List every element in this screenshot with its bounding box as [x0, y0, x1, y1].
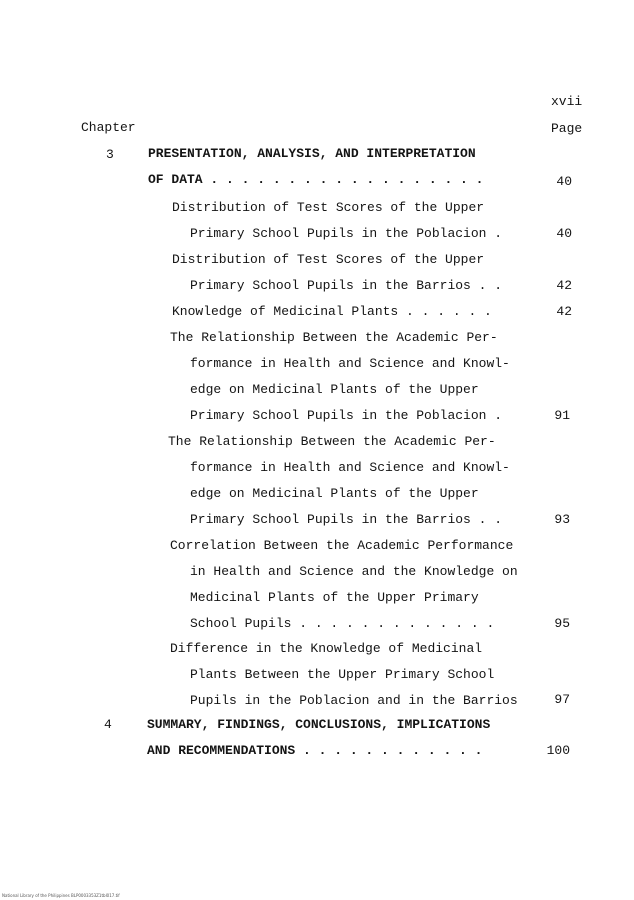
toc-entry-line: edge on Medicinal Plants of the Upper — [190, 486, 479, 501]
toc-entry-line: in Health and Science and the Knowledge on — [190, 564, 518, 579]
toc-entry-line: Primary School Pupils in the Poblacion . — [190, 226, 503, 241]
toc-entry-line: formance in Health and Science and Knowl- — [190, 460, 510, 475]
toc-entry-line: The Relationship Between the Academic Per- — [168, 434, 496, 449]
toc-entry-page: 97 — [554, 692, 570, 707]
chapter-page-number: 100 — [546, 743, 570, 758]
toc-entry-line: Difference in the Knowledge of Medicinal — [170, 641, 483, 656]
chapter-page-number: 40 — [556, 174, 572, 189]
toc-entry-line: Distribution of Test Scores of the Upper — [172, 200, 485, 215]
toc-entry-line: formance in Health and Science and Knowl- — [190, 356, 510, 371]
toc-entry-line: Primary School Pupils in the Barrios . . — [190, 278, 503, 293]
roman-page-number: xvii — [551, 94, 583, 109]
toc-entry-line: School Pupils . . . . . . . . . . . . . — [190, 616, 495, 631]
chapter-title-line: PRESENTATION, ANALYSIS, AND INTERPRETATION — [148, 146, 476, 161]
toc-entry-line: Primary School Pupils in the Poblacion . — [190, 408, 503, 423]
toc-entry-page: 42 — [556, 304, 572, 319]
chapter-number: 4 — [104, 717, 112, 732]
toc-entry-page: 95 — [554, 616, 570, 631]
chapter-number: 3 — [106, 147, 114, 162]
chapter-title-line: AND RECOMMENDATIONS . . . . . . . . . . . . — [147, 743, 483, 758]
toc-entry-line: Primary School Pupils in the Barrios . . — [190, 512, 503, 527]
toc-entry-line: Plants Between the Upper Primary School — [190, 667, 495, 682]
toc-entry-line: Pupils in the Poblacion and in the Barrios — [190, 693, 518, 708]
toc-entry-line: Distribution of Test Scores of the Upper — [172, 252, 485, 267]
toc-entry-line: Correlation Between the Academic Performance — [170, 538, 514, 553]
toc-entry-line: Knowledge of Medicinal Plants . . . . . . — [172, 304, 492, 319]
chapter-title-line: OF DATA . . . . . . . . . . . . . . . . . . — [148, 172, 484, 187]
toc-entry-page: 40 — [556, 226, 572, 241]
chapter-title-line: SUMMARY, FINDINGS, CONCLUSIONS, IMPLICATIONS — [147, 717, 491, 732]
page-column-heading: Page — [551, 121, 583, 136]
toc-entry-line: Medicinal Plants of the Upper Primary — [190, 590, 479, 605]
toc-entry-line: The Relationship Between the Academic Per- — [170, 330, 498, 345]
toc-entry-page: 91 — [554, 408, 570, 423]
chapter-column-heading: Chapter — [81, 120, 136, 135]
toc-entry-page: 42 — [556, 278, 572, 293]
toc-entry-line: edge on Medicinal Plants of the Upper — [190, 382, 479, 397]
toc-entry-page: 93 — [554, 512, 570, 527]
scan-footer: National Library of the Philippines BLP0003353Z1tbl017.tif — [2, 893, 120, 898]
